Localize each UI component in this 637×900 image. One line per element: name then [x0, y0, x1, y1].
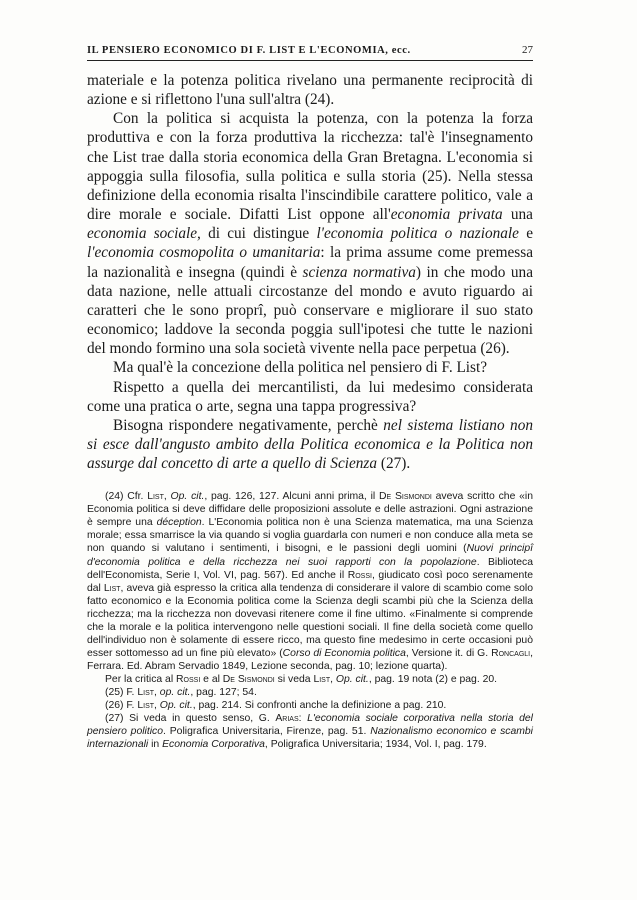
- fn24b-h: Op. cit.: [335, 673, 369, 685]
- fn24-m: , giudicato così poco serenamente dal: [87, 569, 534, 594]
- p2-italic-h: l'economia cosmopolita o umanitaria: [87, 244, 321, 262]
- fn24b-d: De Sismondi: [222, 673, 275, 685]
- fn24b-a: Per la critica al: [105, 673, 177, 685]
- paragraph-4: [87, 378, 533, 416]
- fn27-e: . Poligrafica Universitaria, Firenze, pag. 51.: [163, 726, 371, 738]
- fn26-e: , pag. 214. Si confronti anche la definizione a pag. 210.: [192, 700, 447, 712]
- p5-italic-b: nel sistema listiano non si esce dall'angusto ambito della Politica economica e la Politica non assurge dal concetto di arte a quello di Scienza: [87, 416, 533, 473]
- fn25-b: List: [137, 686, 155, 698]
- p2-text-e: di cui distingue: [200, 225, 317, 243]
- fn24-f: De Sismondi: [379, 491, 432, 503]
- fn27-c: :: [298, 713, 308, 725]
- fn24b-e: si veda: [274, 673, 314, 685]
- footnote-26: [87, 699, 533, 712]
- fn24b-c: e al: [200, 673, 223, 685]
- fn27-f: Nazionalismo economico e scambi internazionali: [87, 726, 533, 751]
- fn24-j: Nuovi principî d'economia politica e della ricchezza nei suoi rapporti con la popolazione: [87, 543, 534, 568]
- fn27-h: Economia Corporativa: [162, 739, 265, 751]
- fn24-b: List: [147, 491, 164, 503]
- p2-text-i: : la prima assume come premessa la nazionalità e insegna (quindi è: [87, 244, 533, 281]
- paragraph-2: [87, 109, 533, 358]
- fn24-q: , Versione it. di G.: [405, 647, 492, 659]
- p2-italic-f: l'economia politica o nazionale: [316, 225, 519, 243]
- p3-text: Ma qual'è la concezione della politica nel pensiero di F. List?: [113, 359, 488, 377]
- running-title: IL PENSIERO ECONOMICO DI F. LIST E L'ECONOMIA, ecc.: [87, 45, 411, 56]
- p5-text-c: (27).: [377, 455, 411, 473]
- running-header: [87, 44, 533, 61]
- fn27-a: (27) Si veda in questo senso, G.: [105, 713, 276, 725]
- page: [87, 44, 533, 751]
- fn24-r: Roncagli: [491, 647, 531, 659]
- footnotes: [87, 490, 533, 751]
- fn24-h: déception: [156, 517, 202, 529]
- fn24-p: Corso di Economia politica: [282, 647, 406, 659]
- fn24-l: Rossi: [347, 569, 372, 581]
- p2-text-c: una: [502, 206, 533, 224]
- p2-italic-b: economia privata: [390, 206, 503, 224]
- main-text: [87, 71, 533, 473]
- fn24-a: (24) Cfr.: [105, 491, 148, 503]
- p5-text-a: Bisogna rispondere negativamente, perchè: [113, 416, 384, 434]
- fn26-b: List: [137, 700, 155, 712]
- p2-text-k: ) in che modo una data nazione, nelle attuali circostanze del mondo e avuto riguardo ai caratteri che le sono proprî, può conservare e migliorare il suo stato economico; laddove la seconda poggia sull'ipotesi che tutte le nazioni del mondo formino una sola società vivente nella pace perpetua (26).: [87, 263, 533, 358]
- p4-text: Rispetto a quella dei mercantilisti, da lui medesimo considerata come una pratica o arte, segna una tappa progressiva?: [87, 378, 533, 415]
- page-number: 27: [522, 44, 533, 56]
- paragraph-3: [87, 358, 533, 377]
- fn24-o: , aveva già espresso la critica alla tendenza di considerare il valore di scambio come solo fatto economico e la Economia politica come la Scienza degli scambi più che la Scienza della ricchezza; ma la ricchezza non dovevasi ritenere come il fine ultimo. «Finalmente si comprende che la morale e la politica intervengono nelle questioni sociali. Il fine della società come quello dell'individuo non è solamente di essere ricco, ma questo fine medesimo in certe occasioni può esser sottomesso ad un fine più elevato» (: [87, 582, 533, 659]
- fn24-g: aveva scritto che «in Economia politica si deve diffidare delle proposizioni assolute e delle astrazioni. Ogni astrazione è sempre una: [87, 491, 533, 529]
- p2-italic-d: economia sociale,: [87, 225, 201, 243]
- footnote-25: [87, 686, 533, 699]
- fn27-i: , Poligrafica Universitaria; 1934, Vol. I, pag. 179.: [264, 739, 487, 751]
- fn24b-g: ,: [330, 673, 336, 685]
- p2-text-g: e: [518, 225, 533, 243]
- fn26-c: ,: [154, 700, 160, 712]
- fn24-e: , pag. 126, 127. Alcuni anni prima, il: [204, 491, 379, 503]
- p1-text: materiale e la potenza politica rivelano una permanente reciprocità di azione e si riflettono l'una sull'altra (24).: [87, 72, 533, 109]
- fn26-d: Op. cit.: [159, 700, 193, 712]
- p2-italic-j: scienza normativa: [302, 263, 416, 281]
- fn24b-f: List: [313, 673, 331, 685]
- fn24-c: ,: [163, 491, 171, 503]
- fn24b-i: , pag. 19 nota (2) e pag. 20.: [368, 673, 498, 685]
- fn25-a: (25) F.: [105, 686, 138, 698]
- fn27-d: L'economia sociale corporativa nella storia del pensiero politico: [87, 713, 533, 738]
- fn27-g: in: [148, 739, 163, 751]
- fn25-c: ,: [154, 686, 160, 698]
- paragraph-1: [87, 71, 533, 109]
- fn24-n: List: [103, 582, 121, 594]
- fn24-s: , Ferrara. Ed. Abram Servadio 1849, Lezione seconda, pag. 10; lezione quarta).: [87, 647, 533, 672]
- fn24-d: Op. cit.: [170, 491, 205, 503]
- paragraph-5: [87, 416, 533, 473]
- footnote-24-continued: [87, 673, 533, 686]
- fn25-e: , pag. 127; 54.: [190, 686, 257, 698]
- footnote-27: [87, 712, 533, 751]
- fn26-a: (26) F.: [105, 700, 138, 712]
- footnote-24: [87, 490, 533, 673]
- fn24b-b: Rossi: [176, 673, 201, 685]
- p2-text-a: Con la politica si acquista la potenza, con la potenza la forza produttiva e con la forza produttiva la ricchezza: tal'è l'insegnamento che List trae dalla storia economica della Gran Bretagna. L'economia si appoggia sulla filosofia, sulla politica e sulla storia (25). Nella stessa definizione della economia risalta l'inscindibile carattere politico, vale a dire morale e sociale. Difatti List oppone all': [87, 110, 533, 224]
- fn24-i: . L'Economia politica non è una Scienza matematica, ma una Scienza morale; essa smarrisce la via quando si voglia guardarla con numeri e non conduce alla meta se non quando si valutano i sentimenti, i bisogni, e le passioni degli uomini (: [87, 517, 533, 555]
- fn25-d: op. cit.: [159, 686, 191, 698]
- fn24-k: . Biblioteca dell'Economista, Serie I, Vol. VI, pag. 567). Ed anche il: [87, 556, 534, 581]
- fn27-b: Arias: [275, 713, 299, 725]
